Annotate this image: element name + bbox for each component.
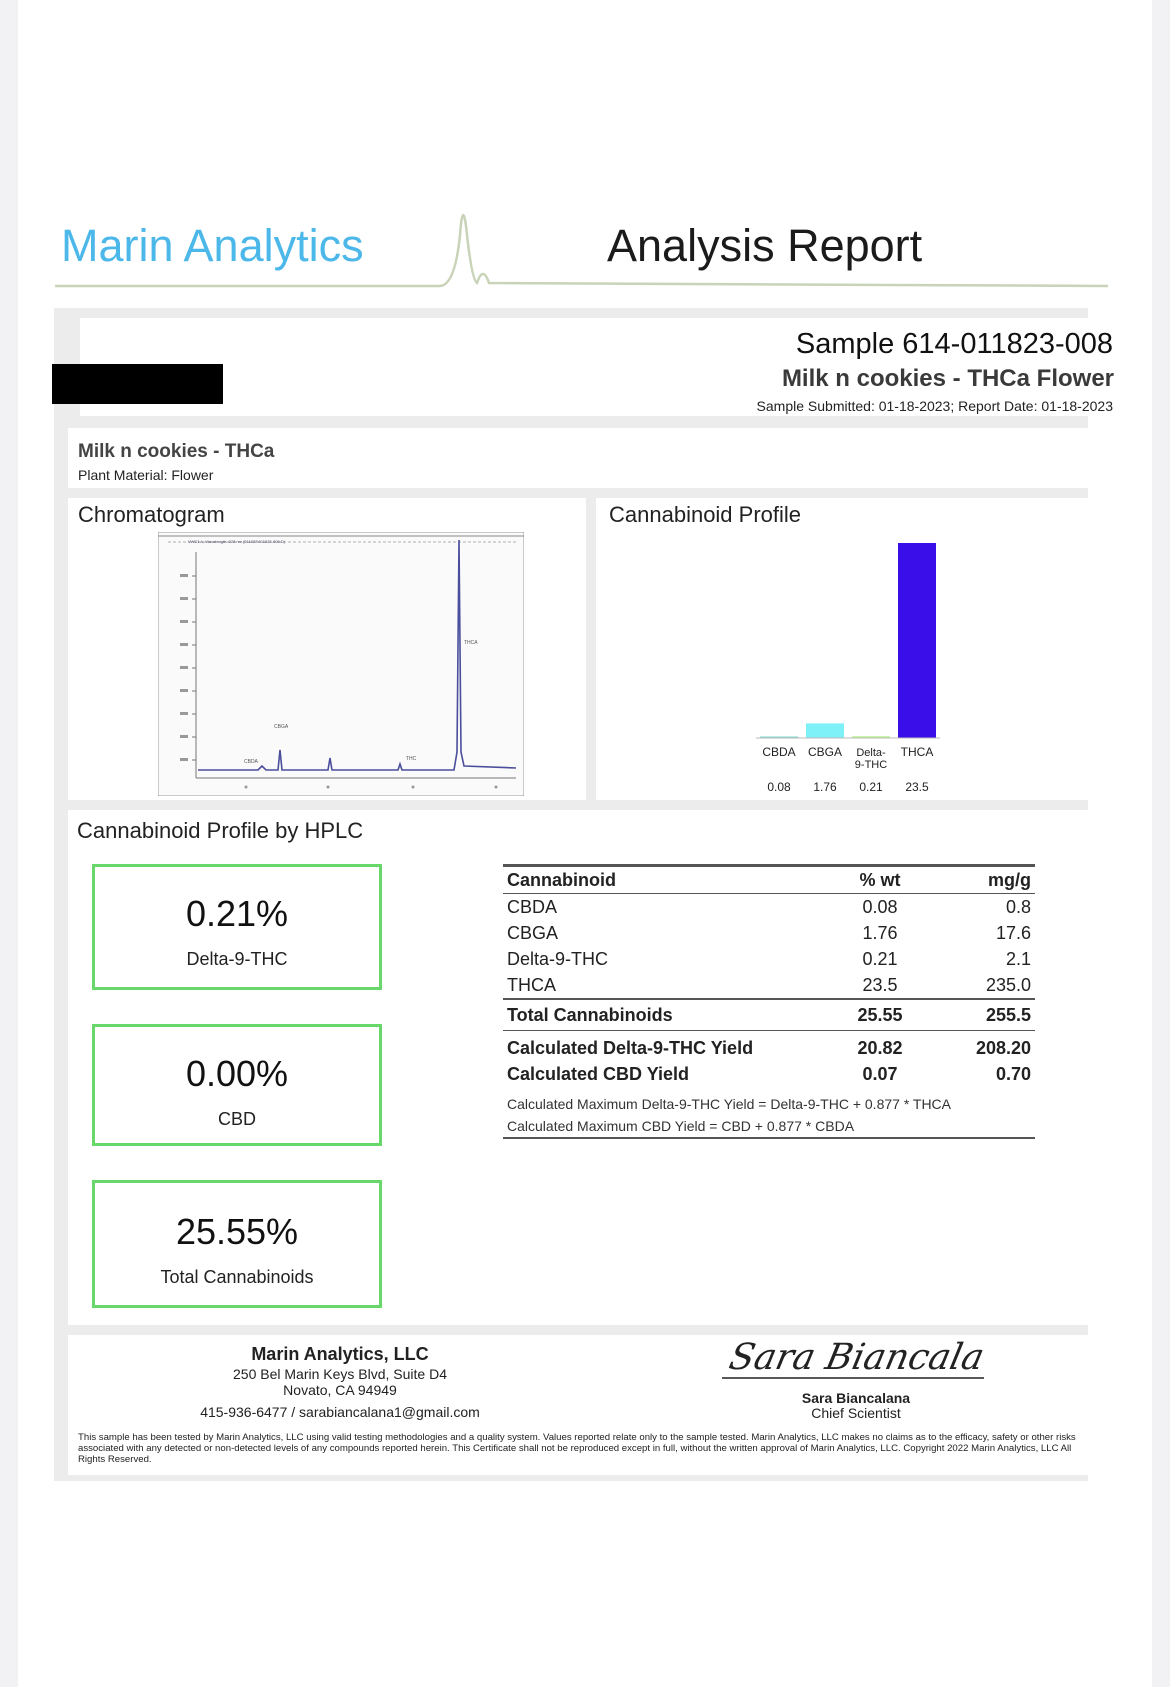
yield-row-cbd xyxy=(503,1061,1035,1087)
total-mg-g: 255.5 xyxy=(919,999,1035,1031)
metric-label: CBD xyxy=(217,1109,256,1129)
redaction-block xyxy=(52,364,223,404)
row-pct-wt: 0.08 xyxy=(862,896,898,917)
col-header-cannabinoid: Cannabinoid xyxy=(503,866,841,894)
row-pct-wt: 23.5 xyxy=(862,974,898,995)
formula-cbd-yield: Calculated Maximum CBD Yield = CBD + 0.877 * CBDA xyxy=(507,1118,855,1134)
total-row xyxy=(503,999,1035,1031)
yield-label: Calculated Delta-9-THC Yield xyxy=(507,1037,754,1058)
row-mg-g: 235.0 xyxy=(985,974,1031,995)
data-label-thca: 23.5 xyxy=(905,780,929,794)
col-header-mg-g: mg/g xyxy=(919,866,1035,894)
sample-name: Milk n cookies - THCa Flower xyxy=(781,365,1114,392)
yield-pct-wt: 20.82 xyxy=(857,1037,903,1058)
sample-dates: Sample Submitted: 01-18-2023; Report Date: 01-18-2023 xyxy=(756,398,1113,414)
company-name: Marin Analytics, LLC xyxy=(251,1344,429,1364)
bar-thca xyxy=(898,543,936,738)
metric-value: 0.21% xyxy=(185,893,289,934)
hplc-title: Cannabinoid Profile by HPLC xyxy=(77,818,364,843)
peak-label-cbda: CBDA xyxy=(244,759,258,765)
table-row xyxy=(503,894,1035,921)
signature-image xyxy=(722,1337,992,1387)
metric-label: Delta-9-THC xyxy=(186,949,288,969)
row-mg-g: 2.1 xyxy=(1005,948,1031,969)
metric-total-cannabinoids xyxy=(92,1180,382,1308)
company-address-1: 250 Bel Marin Keys Blvd, Suite D4 xyxy=(233,1366,447,1382)
company-contact: 415-936-6477 / sarabiancalana1@gmail.com xyxy=(200,1404,480,1420)
yield-mg-g: 208.20 xyxy=(975,1037,1031,1058)
yield-label: Calculated CBD Yield xyxy=(507,1063,690,1084)
total-label: Total Cannabinoids xyxy=(503,999,841,1031)
peak-label-thc: THC xyxy=(406,756,417,762)
product-name: Milk n cookies - THCa xyxy=(78,441,275,462)
cannabinoid-bar-chart xyxy=(754,536,974,798)
table-row xyxy=(503,920,1035,946)
tick-label-cbga: CBGA xyxy=(807,745,843,759)
chromatogram-header-label: VWD1 A, Wavelength=228 nm (011823\011823-008.D) xyxy=(188,539,285,544)
row-cannabinoid: CBDA xyxy=(507,896,558,917)
table-row xyxy=(503,972,1035,999)
brand-name: Marin Analytics xyxy=(61,220,364,271)
sample-id: Sample 614-011823-008 xyxy=(795,328,1113,360)
tick-label-delta-9-thc: 9-THC xyxy=(854,759,888,771)
table-row xyxy=(503,946,1035,972)
report-title: Analysis Report xyxy=(607,220,923,271)
yield-row-thc xyxy=(503,1031,1035,1062)
peak-label-thca: THCA xyxy=(464,640,478,646)
chromatogram-title: Chromatogram xyxy=(78,502,225,527)
signer-name: Sara Biancalana xyxy=(801,1390,911,1406)
bar-cbga xyxy=(806,723,844,738)
peak-label-cbga: CBGA xyxy=(274,724,289,730)
row-cannabinoid: Delta-9-THC xyxy=(507,948,609,969)
yield-mg-g: 0.70 xyxy=(995,1063,1031,1084)
formula-thc-yield: Calculated Maximum Delta-9-THC Yield = Delta-9-THC + 0.877 * THCA xyxy=(507,1096,952,1112)
row-cannabinoid: CBGA xyxy=(507,922,559,943)
legal-disclaimer: This sample has been tested by Marin Analytics, LLC using valid testing methodologies and a quality system. Values reported relate only to the sample tested. Marin Analytics, LLC makes no claims as to the efficacy, safety or other risks associated with any detected or non-detected levels of any compounds reported herein. This Certificate shall not be reproduced except in full, without the written approval of Marin Analytics, LLC. Copyright 2022 Marin Analytics, LLC All Rights Reserved. xyxy=(78,1432,1076,1465)
company-address-2: Novato, CA 94949 xyxy=(283,1382,397,1398)
tick-label-cbda: CBDA xyxy=(762,745,796,759)
metric-value: 0.00% xyxy=(185,1053,289,1094)
total-pct-wt: 25.55 xyxy=(841,999,919,1031)
row-pct-wt: 0.21 xyxy=(862,948,898,969)
tick-label-thca: THCA xyxy=(900,745,934,759)
data-label-cbda: 0.08 xyxy=(767,780,791,794)
row-cannabinoid: THCA xyxy=(507,974,556,995)
metric-cbd xyxy=(92,1024,382,1146)
metric-delta9-thc xyxy=(92,864,382,990)
row-pct-wt: 1.76 xyxy=(862,922,898,943)
product-type: Plant Material: Flower xyxy=(78,467,214,483)
row-mg-g: 17.6 xyxy=(995,922,1031,943)
tick-label-delta-9-thc: Delta- xyxy=(856,747,886,759)
signature-script: Sara Biancala xyxy=(725,1337,988,1378)
table-bottom-rule xyxy=(503,1137,1035,1139)
signer-title: Chief Scientist xyxy=(811,1405,901,1421)
hplc-results-table xyxy=(503,864,1035,1087)
data-label-cbga: 1.76 xyxy=(813,780,837,794)
metric-value: 25.55% xyxy=(175,1211,299,1252)
profile-chart-title: Cannabinoid Profile xyxy=(609,502,802,527)
col-header-pct-wt: % wt xyxy=(841,866,919,894)
data-label-delta-9-thc: 0.21 xyxy=(859,780,883,794)
row-mg-g: 0.8 xyxy=(1005,896,1031,917)
chromatogram-plot xyxy=(158,532,524,796)
yield-pct-wt: 0.07 xyxy=(862,1063,898,1084)
metric-label: Total Cannabinoids xyxy=(160,1267,314,1287)
